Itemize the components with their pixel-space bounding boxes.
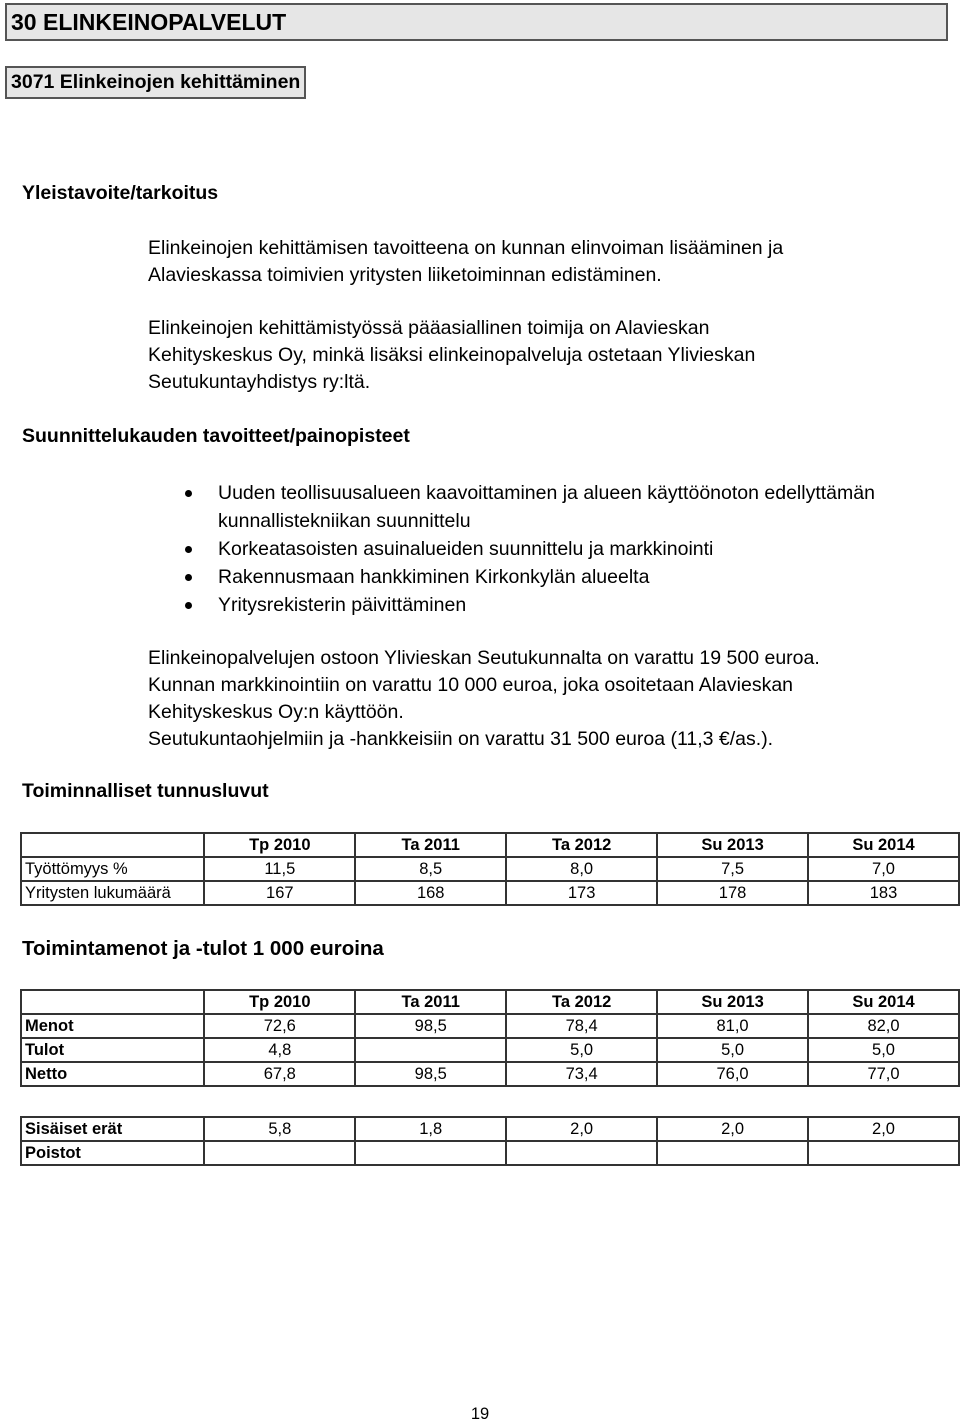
- list-item: Rakennusmaan hankkiminen Kirkonkylän alueelta: [185, 563, 945, 591]
- table-row: [21, 1062, 959, 1086]
- text-line: Elinkeinojen kehittämistyössä pääasiallinen toimija on Alavieskan: [148, 317, 710, 339]
- table-cell: 4,8: [204, 1038, 355, 1062]
- list-item: Korkeatasoisten asuinalueiden suunnittelu ja markkinointi: [185, 535, 945, 563]
- table-cell: [657, 1141, 808, 1165]
- text-line: Elinkeinopalvelujen ostoon Ylivieskan Seutukunnalta on varattu 19 500 euroa.: [148, 647, 820, 669]
- list-item: Yritysrekisterin päivittäminen: [185, 591, 945, 619]
- table-cell: 5,8: [204, 1117, 355, 1141]
- table-row: [21, 1038, 959, 1062]
- table-header-cell: Tp 2010: [204, 990, 355, 1014]
- table-cell: 8,5: [355, 857, 506, 881]
- row-label: Poistot: [21, 1141, 204, 1165]
- table-cell: 73,4: [506, 1062, 657, 1086]
- table-header-cell: Su 2014: [808, 990, 959, 1014]
- internal-items-table: [20, 1116, 960, 1166]
- table-header-cell: Ta 2011: [355, 833, 506, 857]
- table-header-cell: Su 2014: [808, 833, 959, 857]
- section-title: 30 ELINKEINOPALVELUT: [5, 3, 948, 41]
- general-goal-heading: Yleistavoite/tarkoitus: [22, 182, 219, 204]
- table-row: [21, 881, 959, 905]
- table-cell: 178: [657, 881, 808, 905]
- finances-table: [20, 989, 960, 1087]
- table-cell: 5,0: [808, 1038, 959, 1062]
- table-row: [21, 1117, 959, 1141]
- table-cell: [355, 1141, 506, 1165]
- table-header-row: [21, 990, 959, 1014]
- table-cell: 81,0: [657, 1014, 808, 1038]
- table-cell: 11,5: [204, 857, 355, 881]
- table-header-cell: Ta 2012: [506, 833, 657, 857]
- table-cell: 77,0: [808, 1062, 959, 1086]
- text-line: Seutukuntayhdistys ry:ltä.: [148, 371, 371, 393]
- text-line: Kehityskeskus Oy, minkä lisäksi elinkeinopalveluja ostetaan Ylivieskan: [148, 344, 756, 366]
- table-cell: 2,0: [808, 1117, 959, 1141]
- text-line: Elinkeinojen kehittämisen tavoitteena on kunnan elinvoiman lisääminen ja: [148, 237, 784, 259]
- table-cell: 173: [506, 881, 657, 905]
- table-cell: 167: [204, 881, 355, 905]
- table-header-cell: [21, 990, 204, 1014]
- table-header-cell: Ta 2011: [355, 990, 506, 1014]
- metrics-heading: Toiminnalliset tunnusluvut: [22, 780, 269, 802]
- table-cell: 76,0: [657, 1062, 808, 1086]
- table-header-cell: Su 2013: [657, 990, 808, 1014]
- table-header-row: [21, 833, 959, 857]
- table-cell: 7,0: [808, 857, 959, 881]
- table-cell: 98,5: [355, 1062, 506, 1086]
- table-row: [21, 1141, 959, 1165]
- table-cell: 2,0: [506, 1117, 657, 1141]
- table-cell: 67,8: [204, 1062, 355, 1086]
- page-number: 19: [470, 1405, 490, 1423]
- general-goal-paragraph-2: [148, 315, 953, 396]
- table-cell: [808, 1141, 959, 1165]
- table-cell: 168: [355, 881, 506, 905]
- table-cell: [506, 1141, 657, 1165]
- table-cell: 7,5: [657, 857, 808, 881]
- general-goal-paragraph-1: [148, 235, 953, 289]
- table-header-cell: Ta 2012: [506, 990, 657, 1014]
- list-item: Uuden teollisuusalueen kaavoittaminen ja alueen käyttöönoton edellyttämän kunnallistekniikan suunnittelu: [185, 479, 945, 535]
- table-cell: [355, 1038, 506, 1062]
- row-label: Netto: [21, 1062, 204, 1086]
- row-label: Työttömyys %: [21, 857, 204, 881]
- table-cell: 72,6: [204, 1014, 355, 1038]
- table-cell: [204, 1141, 355, 1165]
- subsection-title: 3071 Elinkeinojen kehittäminen: [5, 66, 306, 99]
- table-cell: 98,5: [355, 1014, 506, 1038]
- table-cell: 8,0: [506, 857, 657, 881]
- table-header-cell: [21, 833, 204, 857]
- table-cell: 183: [808, 881, 959, 905]
- table-cell: 5,0: [506, 1038, 657, 1062]
- table-header-cell: Tp 2010: [204, 833, 355, 857]
- table-row: [21, 857, 959, 881]
- metrics-table: [20, 832, 960, 906]
- table-cell: 82,0: [808, 1014, 959, 1038]
- text-line: Seutukuntaohjelmiin ja -hankkeisiin on varattu 31 500 euroa (11,3 €/as.).: [148, 728, 774, 750]
- table-cell: 1,8: [355, 1117, 506, 1141]
- row-label: Yritysten lukumäärä: [21, 881, 204, 905]
- row-label: Menot: [21, 1014, 204, 1038]
- planning-goals-heading: Suunnittelukauden tavoitteet/painopisteet: [22, 425, 410, 447]
- planning-goals-list: [185, 479, 945, 619]
- row-label: Sisäiset erät: [21, 1117, 204, 1141]
- text-line: Kehityskeskus Oy:n käyttöön.: [148, 701, 404, 723]
- row-label: Tulot: [21, 1038, 204, 1062]
- text-line: Alavieskassa toimivien yritysten liiketoiminnan edistäminen.: [148, 264, 662, 286]
- table-cell: 5,0: [657, 1038, 808, 1062]
- table-cell: 2,0: [657, 1117, 808, 1141]
- text-line: Kunnan markkinointiin on varattu 10 000 euroa, joka osoitetaan Alavieskan: [148, 674, 794, 696]
- table-cell: 78,4: [506, 1014, 657, 1038]
- table-row: [21, 1014, 959, 1038]
- table-header-cell: Su 2013: [657, 833, 808, 857]
- finances-heading: Toimintamenot ja -tulot 1 000 euroina: [22, 937, 384, 960]
- planning-notes: [148, 645, 953, 753]
